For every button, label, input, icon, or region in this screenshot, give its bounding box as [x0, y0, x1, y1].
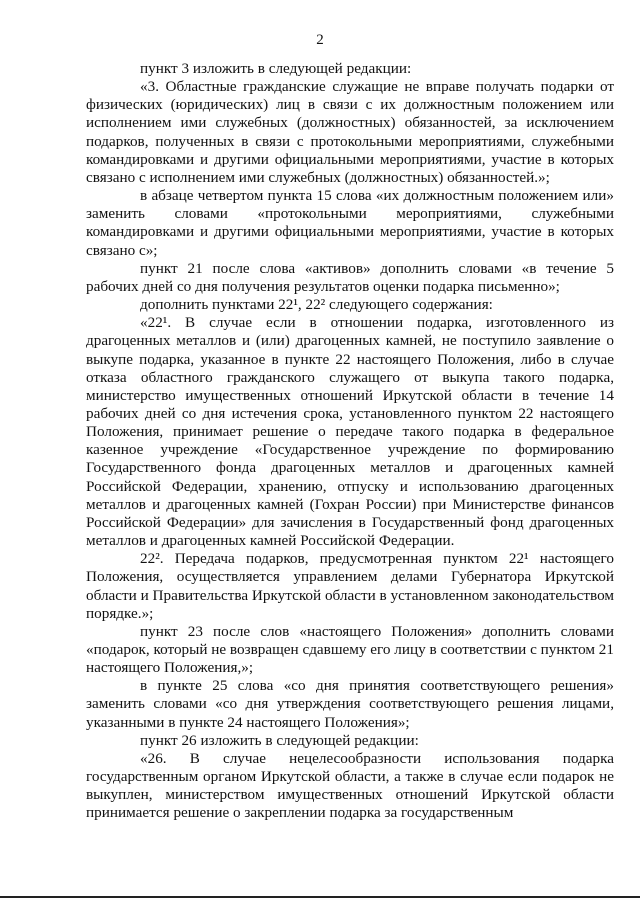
paragraph-7: 22². Передача подарков, предусмотренная пунктом 22¹ настоящего Положения, осуществляется управлением делами Губернатора Иркутской области и Правительства Иркутской области в установленном законодательством порядке.»; — [86, 550, 614, 622]
paragraph-9: в пункте 25 слова «со дня принятия соответствующего решения» заменить словами «со дня утверждения соответствующего решения лицами, указанными в пункте 24 настоящего Положения»; — [86, 677, 614, 731]
paragraph-1: пункт 3 изложить в следующей редакции: — [140, 60, 412, 77]
paragraph-10: пункт 26 изложить в следующей редакции: — [140, 731, 419, 749]
paragraph-4: пункт 21 после слова «активов» дополнить словами «в течение 5 рабочих дней со дня получения результатов оценки подарка письменно»; — [86, 259, 614, 295]
paragraph-5: дополнить пунктами 22¹, 22² следующего содержания: — [140, 296, 493, 314]
paragraph-2: «3. Областные гражданские служащие не вправе получать подарки от физических (юридических) лиц в связи с их должностным положением или исполнением ими служебных (должностных) обязанностей, за исключением подарков, полученных в связи с протокольными мероприятиями, служебными командировками и другими официальными мероприятиями, участие в которых связано с исполнением ими служебных (должностных) обязанностей.»; — [86, 78, 614, 186]
paragraph-11: «26. В случае нецелесообразности использования подарка государственным органом Иркутской области, а также в случае если подарок не выкуплен, министерством имущественных отношений Иркутской области принимается решение о закреплении подарка за государственным — [86, 749, 614, 822]
document-body — [86, 60, 614, 823]
paragraph-8: пункт 23 после слов «настоящего Положения» дополнить словами «подарок, который не возвращен сдавшему его лицу в соответствии с пунктом 21 настоящего Положения,»; — [86, 622, 614, 677]
page-bottom-edge — [0, 896, 640, 898]
paragraph-6: «22¹. В случае если в отношении подарка, изготовленного из драгоценных металлов и (или) драгоценных камней, не поступило заявление о выкупе подарка, указанное в пункте 22 настоящего Положения, либо в случае отказа областного гражданского служащего от выкупа такого подарка, министерство имущественных отношений Иркутской области в течение 14 рабочих дней со дня истечения срока, установленного пунктом 22 настоящего Положения, принимает решение о передаче такого подарка в федеральное казенное учреждение «Государственное учреждение по формированию Государственного фонда драгоценных металлов и драгоценных камней Российской Федерации, хранению, отпуску и использованию драгоценных металлов и драгоценных камней (Гохран России) при Министерстве финансов Российской Федерации» для зачисления в Государственный фонд драгоценных металлов и драгоценных камней Российской Федерации. — [86, 314, 614, 550]
page-number: 2 — [316, 32, 324, 48]
paragraph-3: в абзаце четвертом пункта 15 слова «их должностным положением или» заменить словами «протокольными мероприятиями, служебными командировками и другими официальными мероприятиями, участие в которых связано с»; — [86, 187, 614, 259]
